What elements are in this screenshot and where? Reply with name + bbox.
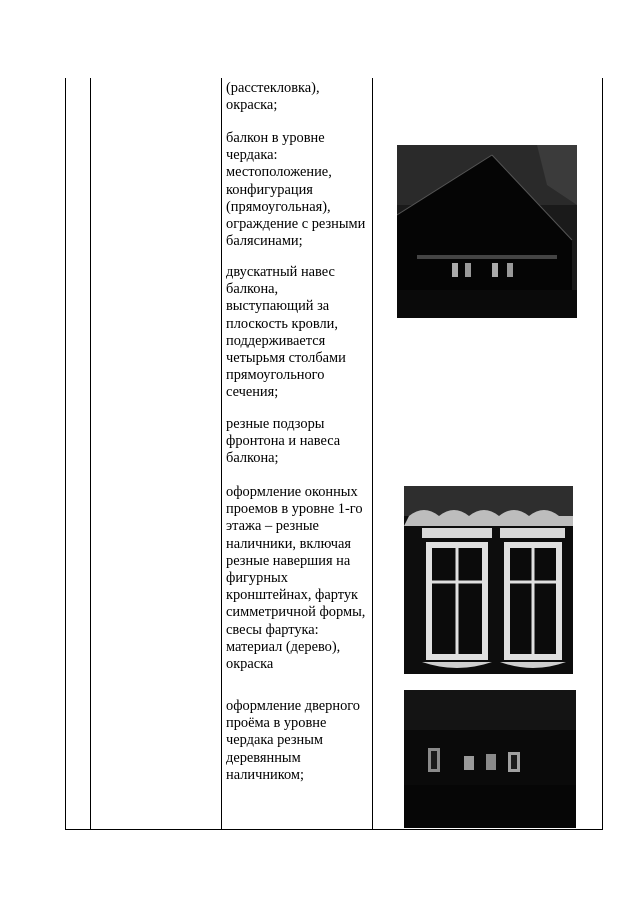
description-paragraph-door-framing: оформление дверного проёма в уровне чердака резным деревянным наличником;	[226, 698, 361, 783]
table-column-divider-1	[90, 78, 91, 830]
table-border-right	[602, 78, 603, 830]
description-paragraph-carved-boards: резные подзоры фронтона и навеса балкона;	[226, 416, 341, 467]
table-column-divider-2	[221, 78, 222, 830]
table-column-divider-3	[372, 78, 373, 830]
photo-window-surrounds-image	[404, 486, 573, 674]
description-paragraph-glazing: (расстекловка), окраска;	[226, 80, 320, 114]
photo-balcony-gable	[397, 145, 577, 318]
description-paragraph-balcony: балкон в уровне чердака: местоположение, конфигурация (прямоугольная), ограждение с резными балясинами;	[226, 130, 366, 250]
description-paragraph-window-framing: оформление оконных проемов в уровне 1-го этажа – резные наличники, включая резные навершия на фигурных кронштейнах, фартук симметричной формы, свесы фартука: материал (дерево), окраска	[226, 484, 366, 673]
photo-balcony-gable-image	[397, 145, 577, 318]
photo-window-surrounds	[404, 486, 573, 674]
description-paragraph-canopy: двускатный навес балкона, выступающий за плоскость кровли, поддерживается четырьмя столбами прямоугольного сечения;	[226, 264, 346, 401]
table-border-left	[65, 78, 66, 830]
photo-attic-door	[404, 690, 576, 828]
photo-attic-door-image	[404, 690, 576, 828]
table-bottom-border	[65, 829, 603, 830]
